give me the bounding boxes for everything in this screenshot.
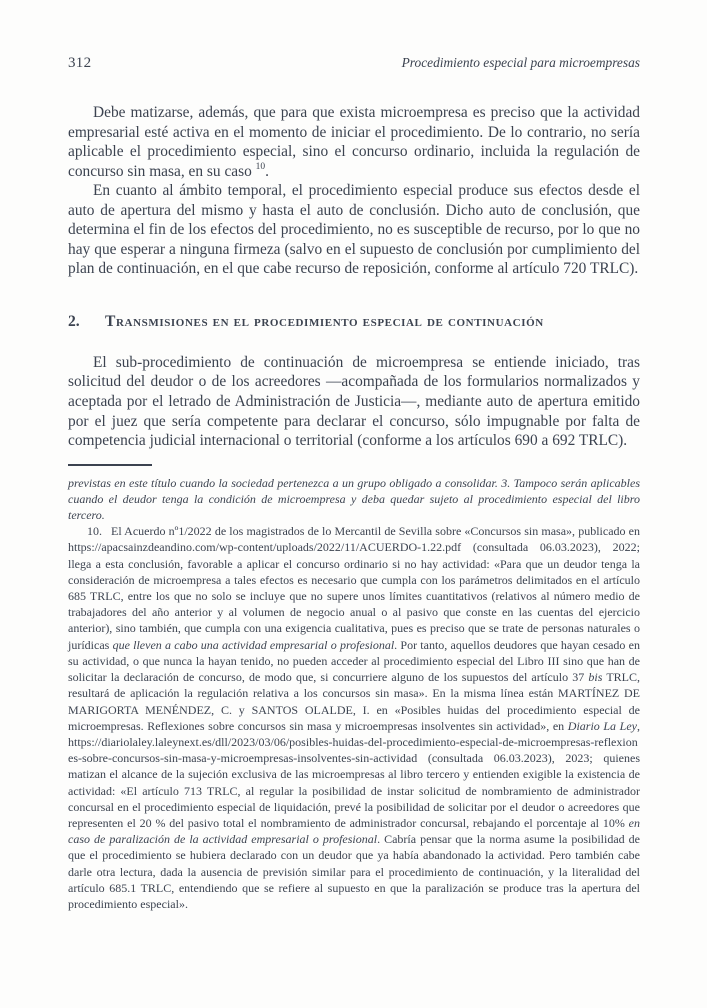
footnote-10-text: . Por tanto, aquellos deudores que hayan cesado en su actividad, o que nunca la hayan tenido, no pueden acceder al procedimiento especial del Libro III sino que han de solicitar la declaración de concurso, de modo que, si concurriere alguno de los supuestos del artículo 37 <box>68 637 640 685</box>
footnote-ref-10: 10 <box>255 161 266 172</box>
running-title: Procedimiento especial para microempresas <box>401 55 640 70</box>
footnote-10-text: . Cabría pensar que la norma asume la posibilidad de que el procedimiento se hubiera declarado con un deudor que ya había abandonado la actividad. Pero también cabe darle otra lectura, dada la ausencia de previsión similar para el procedimiento de continuación, y la literalidad del artículo 685.1 TRLC, entendiendo que se refiere al supuesto en que la paralización se produce tras la apertura del procedimiento especial». <box>68 832 640 911</box>
footnote-10-italic-bis: bis <box>588 670 603 685</box>
section-title: Transmisiones en el procedimiento especial de continuación <box>105 312 544 330</box>
page-body <box>68 103 640 451</box>
footnote-10-number: 10. <box>87 524 102 539</box>
paragraph-1-end: . <box>265 162 269 180</box>
footnote-10 <box>68 523 640 912</box>
footnote-10-italic-paralizacion: en caso de paralización de la actividad empresarial o profesional <box>68 815 640 847</box>
footnote-url-acuerdo: https://apacsainzdeandino.com/wp-content/uploads/2022/11/ACUERDO-1.22.pdf <box>68 540 462 555</box>
footnote-area <box>68 464 640 912</box>
section-number: 2. <box>68 312 80 330</box>
footnote-10-text: (consultada 06.03.2023), 2023; quienes matizan el alcance de la sujeción exclusiva de las microempresas al libro tercero y entienden exigible la existencia de actividad: «El artículo 713 TRLC, al regular la posibilidad de instar solicitud de nombramiento de administrador concursal en el procedimiento especial de liquidación, prevé la posibilidad de solicitar por el deudor o acreedores que representen el 20 % del pasivo total el nombramiento de administrador concursal, rebajando el porcentaje al 10% <box>68 751 640 830</box>
footnote-separator-rule <box>68 464 152 466</box>
paragraph-1 <box>68 103 640 181</box>
section-heading <box>68 312 640 332</box>
running-head <box>68 55 640 72</box>
footnote-10-text: , <box>637 718 640 733</box>
footnote-url-diariolaley: https://diariolaley.laleynext.es/dll/2023/03/06/posibles-huidas-del-procedimiento-especial-de-microempresas-reflexiones-sobre-concursos-sin-masa-y-microempresas-insolventes-sin-actividad <box>68 734 638 766</box>
paragraph-3: El sub-procedimiento de continuación de microempresa se entiende iniciado, tras solicitud del deudor o de los acreedores —acompañada de los formularios normalizados y aceptada por el letrado de Administración de Justicia—, mediante auto de apertura emitido por el juez que sería competente para declarar el concurso, sólo impugnable por falta de competencia judicial internacional o territorial (conforme a los artículos 690 a 692 TRLC). <box>68 353 640 450</box>
paragraph-2: En cuanto al ámbito temporal, el procedimiento especial produce sus efectos desde el auto de apertura del mismo y hasta el auto de conclusión. Dicho auto de conclusión, que determina el fin de los efectos del procedimiento, no es susceptible de recurso, por lo que no hay que esperar a ninguna firmeza (salvo en el supuesto de conclusión por cumplimiento del plan de continuación, en el que cabe recurso de reposición, conforme al artículo 720 TRLC). <box>68 182 640 278</box>
footnote-continuation: previstas en este título cuando la sociedad pertenezca a un grupo obligado a consolidar. 3. Tampoco serán aplicables cuando el deudor tenga la condición de microempresa y deba quedar sujeto al procedimiento especial del libro tercero. <box>68 475 640 523</box>
paragraph-1-text: Debe matizarse, además, que para que exista microempresa es preciso que la actividad empresarial esté activa en el momento de iniciar el procedimiento. De lo contrario, no sería aplicable el procedimiento especial, sino el concurso ordinario, incluida la regulación de concurso sin masa, en su caso <box>68 104 640 180</box>
page-number: 312 <box>68 55 92 71</box>
footnote-10-text: El Acuerdo nº1/2022 de los magistrados de lo Mercantil de Sevilla sobre «Concursos sin masa», publicado en <box>111 524 640 539</box>
footnote-10-text: TRLC, resultará de aplicación la regulación relativa a los concursos sin masa». En la misma línea están MARTÍNEZ DE MARIGORTA MENÉNDEZ, C. y SANTOS OLALDE, I. en «Posibles huidas del procedimiento especial de microempresas. Reflexiones sobre concursos sin masa y microempresas insolventes sin actividad», en <box>68 670 641 733</box>
footnote-10-italic-quote: que lleven a cabo una actividad empresarial o profesional <box>112 637 395 652</box>
footnote-10-journal-title: Diario La Ley <box>567 718 637 733</box>
footnote-10-text: (consultada 06.03.2023), 2022; llega a esta conclusión, favorable a aplicar el concurso ordinario si no hay actividad: «Para que un deudor tenga la consideración de microempresa a tales efectos es necesario que cumpla con los parámetros delimitados en el artículo 685 TRLC, entre los que no solo se incluye que no supere unos límites cuantitativos (relativos al número medio de trabajadores del año anterior y al volumen de negocio anual o al pasivo que conste en las cuentas del ejercicio anterior), sino también, que cumpla con una exigencia cualitativa, pues es preciso que se trate de personas naturales o jurídicas <box>68 540 640 652</box>
